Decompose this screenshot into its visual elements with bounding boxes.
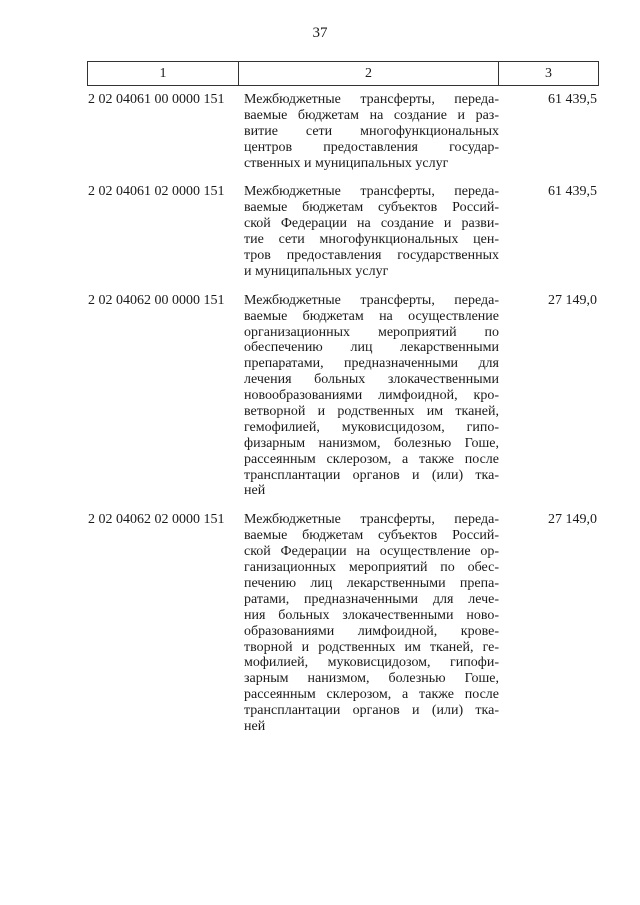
amount-cell: 61 439,5 [548, 184, 597, 200]
description-line: мофилией, муковисцидозом, гипофи- [244, 655, 499, 671]
table-body [87, 92, 599, 735]
description-cell [239, 184, 499, 279]
description-line: новообразованиями лимфоидной, кро- [244, 388, 499, 404]
budget-code-cell: 2 02 04061 00 0000 151 [88, 92, 225, 107]
description-line: ней [244, 483, 266, 499]
budget-table [87, 61, 599, 735]
description-line: ния больных злокачественными ново- [244, 607, 499, 623]
description-line: гемофилией, муковисцидозом, гипо- [244, 419, 499, 435]
description-line: организационных мероприятий по [244, 324, 499, 340]
description-line: трансплантации органов и (или) тка- [244, 467, 499, 483]
description-cell [239, 92, 499, 171]
description-cell [239, 512, 499, 734]
description-line: печению лиц лекарственными препа- [244, 575, 499, 591]
description-line: рассеянным склерозом, а также после [244, 687, 499, 703]
column-header-amount: 3 [499, 62, 599, 85]
description-line: тров предоставления государственных [244, 248, 499, 264]
description-line: творной и родственных им тканей, ге- [244, 639, 499, 655]
table-header [87, 61, 599, 86]
description-line: ней [244, 718, 266, 734]
budget-code-cell: 2 02 04062 00 0000 151 [88, 292, 225, 308]
budget-code-cell: 2 02 04061 02 0000 151 [88, 184, 225, 200]
description-line: образованиями лимфоидной, крове- [244, 623, 499, 639]
description-line: Межбюджетные трансферты, переда- [244, 92, 499, 107]
description-line: Межбюджетные трансферты, переда- [244, 292, 499, 308]
description-line: Межбюджетные трансферты, переда- [244, 512, 499, 528]
description-line: тие сети многофункциональных цен- [244, 232, 499, 248]
table-row [87, 92, 599, 171]
amount-cell: 27 149,0 [548, 292, 597, 308]
description-line: ветворной и родственных им тканей, [244, 404, 499, 420]
description-line: ваемые бюджетам на создание и раз- [244, 107, 499, 123]
description-line: Межбюджетные трансферты, переда- [244, 184, 499, 200]
description-line: трансплантации органов и (или) тка- [244, 703, 499, 719]
description-line: ской Федерации на осуществление ор- [244, 544, 499, 560]
description-line: рассеянным склерозом, а также после [244, 451, 499, 467]
description-line: центров предоставления государ- [244, 139, 499, 155]
description-line: ваемые бюджетам на осуществление [244, 308, 499, 324]
table-row [87, 293, 599, 500]
budget-code-cell: 2 02 04062 02 0000 151 [88, 512, 225, 528]
description-line: обеспечению лиц лекарственными [244, 340, 499, 356]
column-header-description: 2 [239, 62, 499, 85]
column-header-code: 1 [87, 62, 239, 85]
description-line: ственных и муниципальных услуг [244, 155, 449, 171]
description-line: зарным нанизмом, болезнью Гоше, [244, 671, 499, 687]
description-line: витие сети многофункциональных [244, 123, 499, 139]
amount-cell: 61 439,5 [548, 92, 597, 107]
description-line: и муниципальных услуг [244, 263, 389, 279]
table-row [87, 184, 599, 279]
table-row [87, 512, 599, 734]
description-line: ратами, предназначенными для лече- [244, 591, 499, 607]
description-cell [239, 293, 499, 500]
description-line: лечения больных злокачественными [244, 372, 499, 388]
page-number: 37 [312, 25, 328, 41]
amount-cell: 27 149,0 [548, 512, 597, 528]
description-line: ваемые бюджетам субъектов Россий- [244, 528, 499, 544]
description-line: ваемые бюджетам субъектов Россий- [244, 200, 499, 216]
description-line: ганизационных мероприятий по обес- [244, 560, 499, 576]
description-line: препаратами, предназначенными для [244, 356, 499, 372]
description-line: ской Федерации на создание и разви- [244, 216, 499, 232]
description-line: физарным нанизмом, болезнью Гоше, [244, 435, 499, 451]
